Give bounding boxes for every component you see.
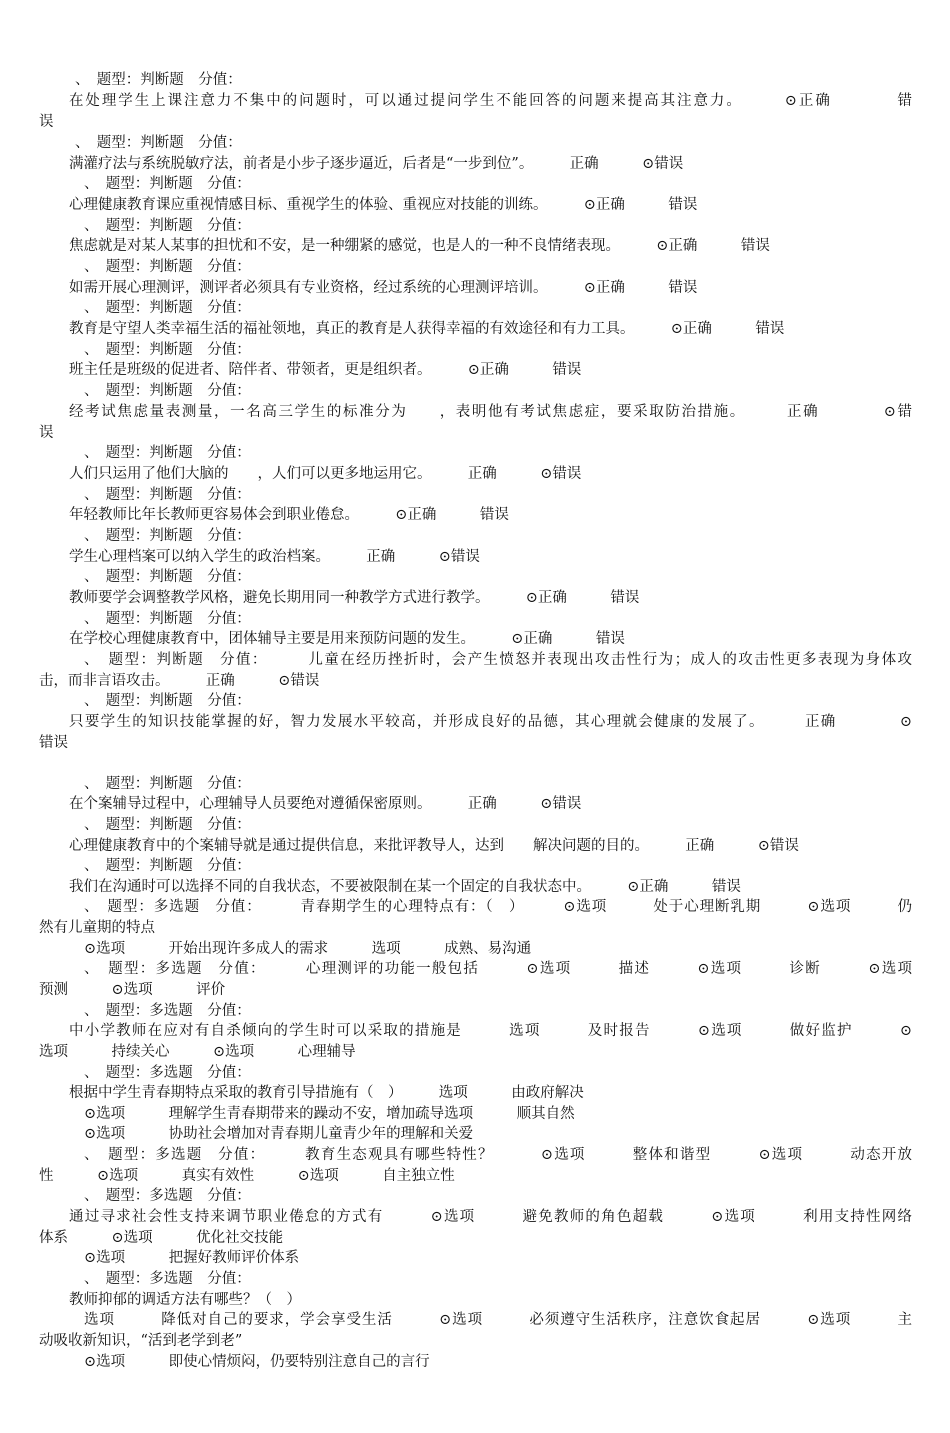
text-line: 、 题型：多选题 分值： xyxy=(84,1188,251,1204)
text-line: 、 题型：判断题 分值： xyxy=(84,693,251,709)
text-line: 误 xyxy=(39,425,54,441)
text-line: 经考试焦虑量表测量，一名高三学生的标准分为 ，表明他有考试焦虑症，要采取防治措施。 正确 ⊙错 xyxy=(69,404,912,420)
text-line: 然有儿童期的特点 xyxy=(39,920,155,936)
text-line: 、 题型：判断题 分值： xyxy=(84,817,251,833)
text-line: 根据中学生青春期特点采取的教育引导措施有（ ） 选项 由政府解决 xyxy=(69,1085,584,1101)
text-line: 性 ⊙选项 真实有效性 ⊙选项 自主独立性 xyxy=(39,1168,455,1184)
text-line: 误 xyxy=(39,114,54,130)
text-line: 错误 xyxy=(39,735,68,751)
text-line: 选项 持续关心 ⊙选项 心理辅导 xyxy=(39,1044,356,1060)
text-line: 学生心理档案可以纳入学生的政治档案。 正确 ⊙错误 xyxy=(69,549,480,565)
text-line: 、 题型：判断题 分值： xyxy=(84,858,251,874)
text-line: 在学校心理健康教育中，团体辅导主要是用来预防问题的发生。 ⊙正确 错误 xyxy=(69,631,625,647)
text-line: 、 题型：判断题 分值： xyxy=(84,569,251,585)
text-line: 人们只运用了他们大脑的 ，人们可以更多地运用它。 正确 ⊙错误 xyxy=(69,466,582,482)
text-line: 、 题型：判断题 分值： xyxy=(84,176,251,192)
text-line: 年轻教师比年长教师更容易体会到职业倦怠。 ⊙正确 错误 xyxy=(69,507,509,523)
text-line: 、 题型：判断题 分值： 儿童在经历挫折时，会产生愤怒并表现出攻击性行为；成人的攻击性更多表现为身体攻 xyxy=(84,652,912,668)
text-line: 选项 降低对自己的要求，学会享受生活 ⊙选项 必须遵守生活秩序，注意饮食起居 ⊙选项 主 xyxy=(84,1312,912,1328)
text-line: 击，而非言语攻击。 正确 ⊙错误 xyxy=(39,673,320,689)
text-line: 我们在沟通时可以选择不同的自我状态，不要被限制在某一个固定的自我状态中。 ⊙正确 错误 xyxy=(69,879,741,895)
text-line: 班主任是班级的促进者、陪伴者、带领者，更是组织者。 ⊙正确 错误 xyxy=(69,362,582,378)
text-line: 、 题型：多选题 分值： 心理测评的功能一般包括 ⊙选项 描述 ⊙选项 诊断 ⊙选项 xyxy=(84,961,912,977)
text-line: 、 题型：多选题 分值： xyxy=(84,1065,251,1081)
text-line: 如需开展心理测评，测评者必须具有专业资格，经过系统的心理测评培训。 ⊙正确 错误 xyxy=(69,280,698,296)
text-line: 、 题型：判断题 分值： xyxy=(75,72,242,88)
text-line: ⊙选项 即使心情烦闷，仍要特别注意自己的言行 xyxy=(84,1354,430,1370)
text-line: 体系 ⊙选项 优化社交技能 xyxy=(39,1230,284,1246)
text-line: 在处理学生上课注意力不集中的问题时，可以通过提问学生不能回答的问题来提高其注意力。 ⊙正确 错 xyxy=(69,93,912,109)
text-line: 、 题型：判断题 分值： xyxy=(84,259,251,275)
text-line: 中小学教师在应对有自杀倾向的学生时可以采取的措施是 选项 及时报告 ⊙选项 做好监护 ⊙ xyxy=(69,1023,912,1039)
text-line: 、 题型：多选题 分值： xyxy=(84,1003,251,1019)
text-line: 在个案辅导过程中，心理辅导人员要绝对遵循保密原则。 正确 ⊙错误 xyxy=(69,796,582,812)
text-line: 、 题型：判断题 分值： xyxy=(84,611,251,627)
text-line: 、 题型：判断题 分值： xyxy=(75,135,242,151)
text-line: 、 题型：多选题 分值： 教育生态观具有哪些特性？ ⊙选项 整体和谐型 ⊙选项 动态开放 xyxy=(84,1147,912,1163)
text-line: 满灌疗法与系统脱敏疗法，前者是小步子逐步逼近，后者是“一步到位”。 正确 ⊙错误 xyxy=(69,156,684,172)
text-line: 、 题型：判断题 分值： xyxy=(84,300,251,316)
text-line: 、 题型：多选题 分值： 青春期学生的心理特点有：（ ） ⊙选项 处于心理断乳期 ⊙选项 仍 xyxy=(84,899,912,915)
text-line: 、 题型：判断题 分值： xyxy=(84,445,251,461)
text-line: 教师抑郁的调适方法有哪些？（ ） xyxy=(69,1292,301,1308)
text-line: 焦虑就是对某人某事的担忧和不安，是一种绷紧的感觉，也是人的一种不良情绪表现。 ⊙正确 错误 xyxy=(69,238,770,254)
text-line: 心理健康教育中的个案辅导就是通过提供信息，来批评教导人，达到 解决问题的目的。 正确 ⊙错误 xyxy=(69,838,799,854)
text-line: 、 题型：判断题 分值： xyxy=(84,383,251,399)
text-line: 教师要学会调整教学风格，避免长期用同一种教学方式进行教学。 ⊙正确 错误 xyxy=(69,590,640,606)
text-line: ⊙选项 开始出现许多成人的需求 选项 成熟、易沟通 xyxy=(84,941,532,957)
text-line: 通过寻求社会性支持来调节职业倦怠的方式有 ⊙选项 避免教师的角色超载 ⊙选项 利用支持性网络 xyxy=(69,1209,912,1225)
text-line: 、 题型：判断题 分值： xyxy=(84,528,251,544)
text-line: 动吸收新知识，“活到老学到老” xyxy=(39,1333,243,1349)
text-line: 、 题型：判断题 分值： xyxy=(84,218,251,234)
text-line: 教育是守望人类幸福生活的福祉领地，真正的教育是人获得幸福的有效途径和有力工具。 ⊙正确 错误 xyxy=(69,321,785,337)
text-line: 预测 ⊙选项 评价 xyxy=(39,982,226,998)
text-line: 、 题型：多选题 分值： xyxy=(84,1271,251,1287)
text-line: ⊙选项 把握好教师评价体系 xyxy=(84,1250,300,1266)
text-line: 心理健康教育课应重视情感目标、重视学生的体验、重视应对技能的训练。 ⊙正确 错误 xyxy=(69,197,698,213)
text-line: 、 题型：判断题 分值： xyxy=(84,487,251,503)
text-line: ⊙选项 理解学生青春期带来的躁动不安，增加疏导选项 顺其自然 xyxy=(84,1106,575,1122)
text-line: 、 题型：判断题 分值： xyxy=(84,776,251,792)
text-line: 只要学生的知识技能掌握的好，智力发展水平较高，并形成良好的品德，其心理就会健康的发展了。 正确 ⊙ xyxy=(69,714,912,730)
text-line: 、 题型：判断题 分值： xyxy=(84,342,251,358)
text-line: ⊙选项 协助社会增加对青春期儿童青少年的理解和关爱 xyxy=(84,1126,474,1142)
